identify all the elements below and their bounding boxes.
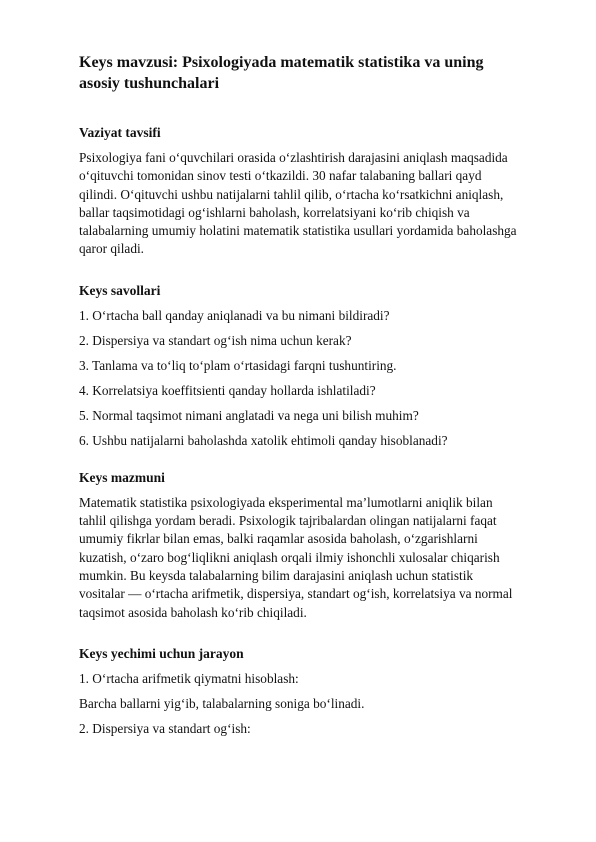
list-item: 6. Ushbu natijalarni baholashda xatolik ehtimoli qanday hisoblanadi? — [79, 432, 448, 448]
document-page — [79, 52, 519, 745]
list-item: Barcha ballarni yig‘ib, talabalarning soniga bo‘linadi. — [79, 695, 365, 711]
document-title: Keys mavzusi: Psixologiyada matematik statistika va uning asosiy tushunchalari — [79, 54, 484, 92]
questions-list — [79, 307, 519, 450]
list-item: 1. O‘rtacha arifmetik qiymatni hisoblash: — [79, 670, 299, 686]
list-item: 5. Normal taqsimot nimani anglatadi va nega uni bilish muhim? — [79, 407, 419, 423]
section-heading-situation: Vaziyat tavsifi — [79, 125, 161, 140]
list-item: 3. Tanlama va to‘liq to‘plam o‘rtasidagi farqni tushuntiring. — [79, 357, 397, 373]
solution-list — [79, 670, 519, 738]
list-item: 2. Dispersiya va standart og‘ish nima uchun kerak? — [79, 332, 352, 348]
section-heading-questions: Keys savollari — [79, 282, 161, 298]
section-heading-solution: Keys yechimi uchun jarayon — [79, 645, 244, 661]
list-item: 1. O‘rtacha ball qanday aniqlanadi va bu nimani bildiradi? — [79, 307, 390, 323]
content-paragraph: Matematik statistika psixologiyada eksperimental ma’lumotlarni aniqlik bilan tahlil qilishga yordam beradi. Psixologik tajribalardan olingan natijalarni faqat umumiy fikrlar bilan emas, balki raqamlar asosida baholash, o‘zgarishlarni kuzatish, o‘zaro bog‘liqlikni aniqlash orqali ilmiy ishonchli xulosalar chiqarish mumkin. Bu keysda talabalarning bilim darajasini aniqlash uchun statistik vositalar — o‘rtacha arifmetik, dispersiya, standart og‘ish, korrelatsiya va normal taqsimot asosida baholash ko‘rib chiqiladi. — [79, 494, 513, 620]
list-item: 2. Dispersiya va standart og‘ish: — [79, 720, 251, 736]
situation-paragraph: Psixologiya fani o‘quvchilari orasida o‘zlashtirish darajasini aniqlash maqsadida o‘qituvchi tomonidan sinov testi o‘tkazildi. 30 nafar talabaning ballari qayd qilindi. O‘qituvchi ushbu natijalarni tahlil qilib, o‘rtacha ko‘rsatkichni aniqlash, ballar taqsimotidagi og‘ishlarni baholash, korrelatsiyani ko‘rib chiqish va talabalarning umumiy holatini matematik statistika usullari yordamida baholashga qaror qiladi. — [79, 150, 517, 257]
list-item: 4. Korrelatsiya koeffitsienti qanday hollarda ishlatiladi? — [79, 382, 376, 398]
section-heading-content: Keys mazmuni — [79, 469, 165, 485]
